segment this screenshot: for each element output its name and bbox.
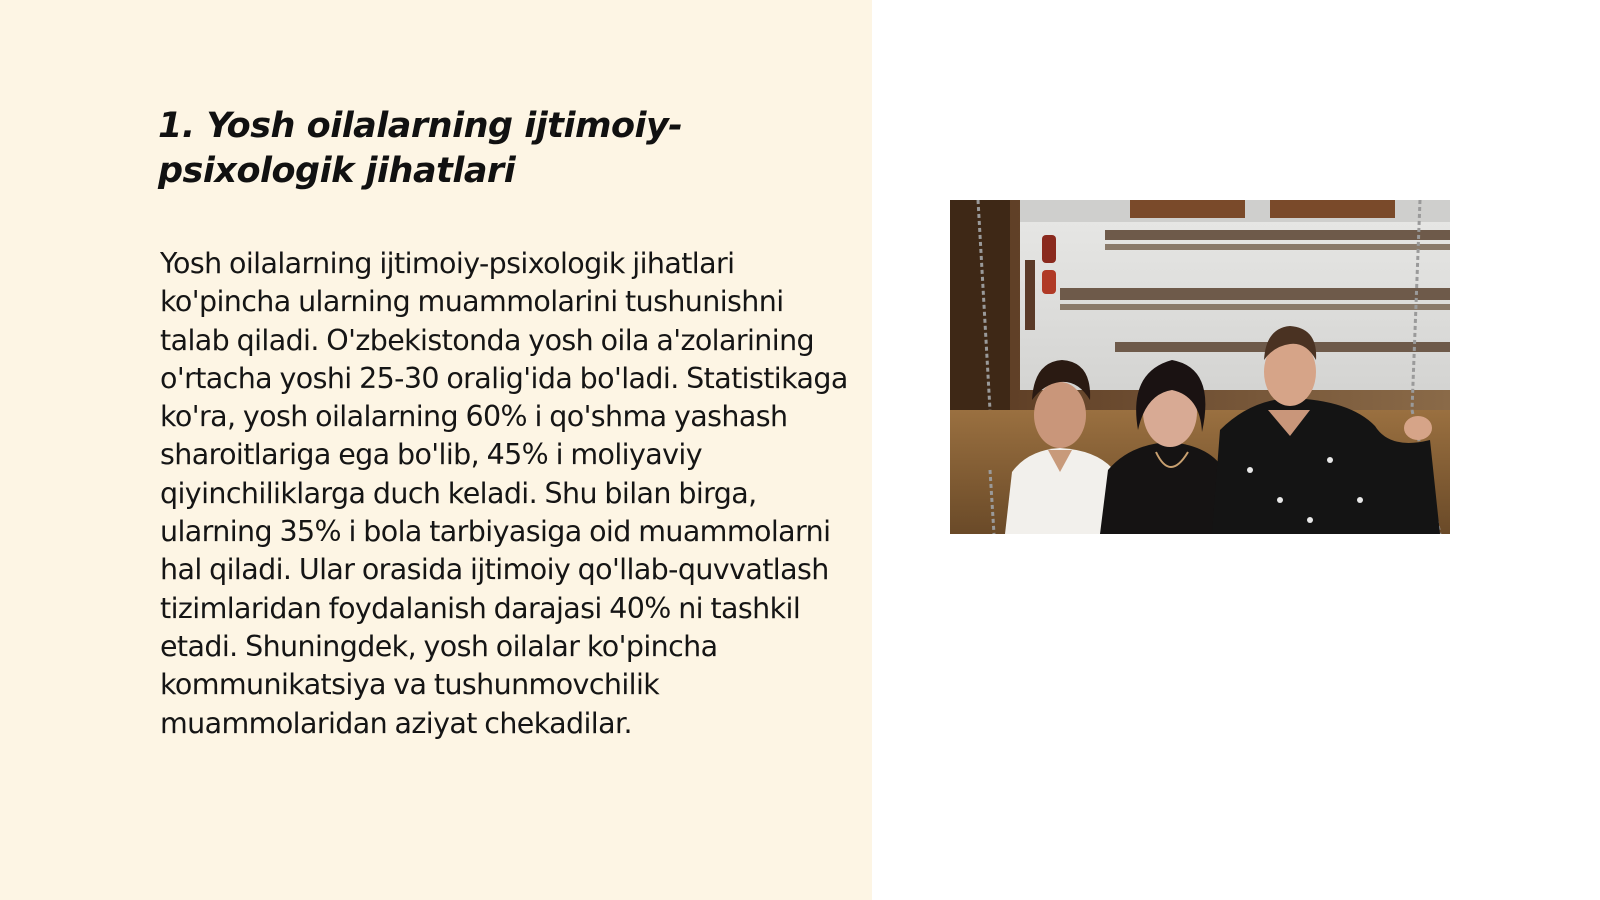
slide-body-paragraph: Yosh oilalarning ijtimoiy-psixologik jihatlari ko'pincha ularning muammolarini tushunishni talab qiladi. O'zbekistonda yosh oila a'zolarining o'rtacha yoshi 25-30 oralig'ida bo'ladi. Statistikaga ko'ra, yosh oilalarning 60% i qo'shma yashash sharoitlariga ega bo'lib, 45% i moliyaviy qiyinchiliklarga duch keladi. Shu bilan birga, ularning 35% i bola tarbiyasiga oid muammolarni hal qiladi. Ular orasida ijtimoiy qo'llab-quvvatlash tizimlaridan foydalanish darajasi 40% ni tashkil etadi. Shuningdek, yosh oilalar ko'pincha kommunikatsiya va tushunmovchilik muammolaridan aziyat chekadilar.	[160, 247, 848, 740]
slide-title: 1. Yosh oilalarning ijtimoiy-psixologik jihatlari	[158, 106, 683, 191]
young-family-photo	[950, 200, 1450, 534]
